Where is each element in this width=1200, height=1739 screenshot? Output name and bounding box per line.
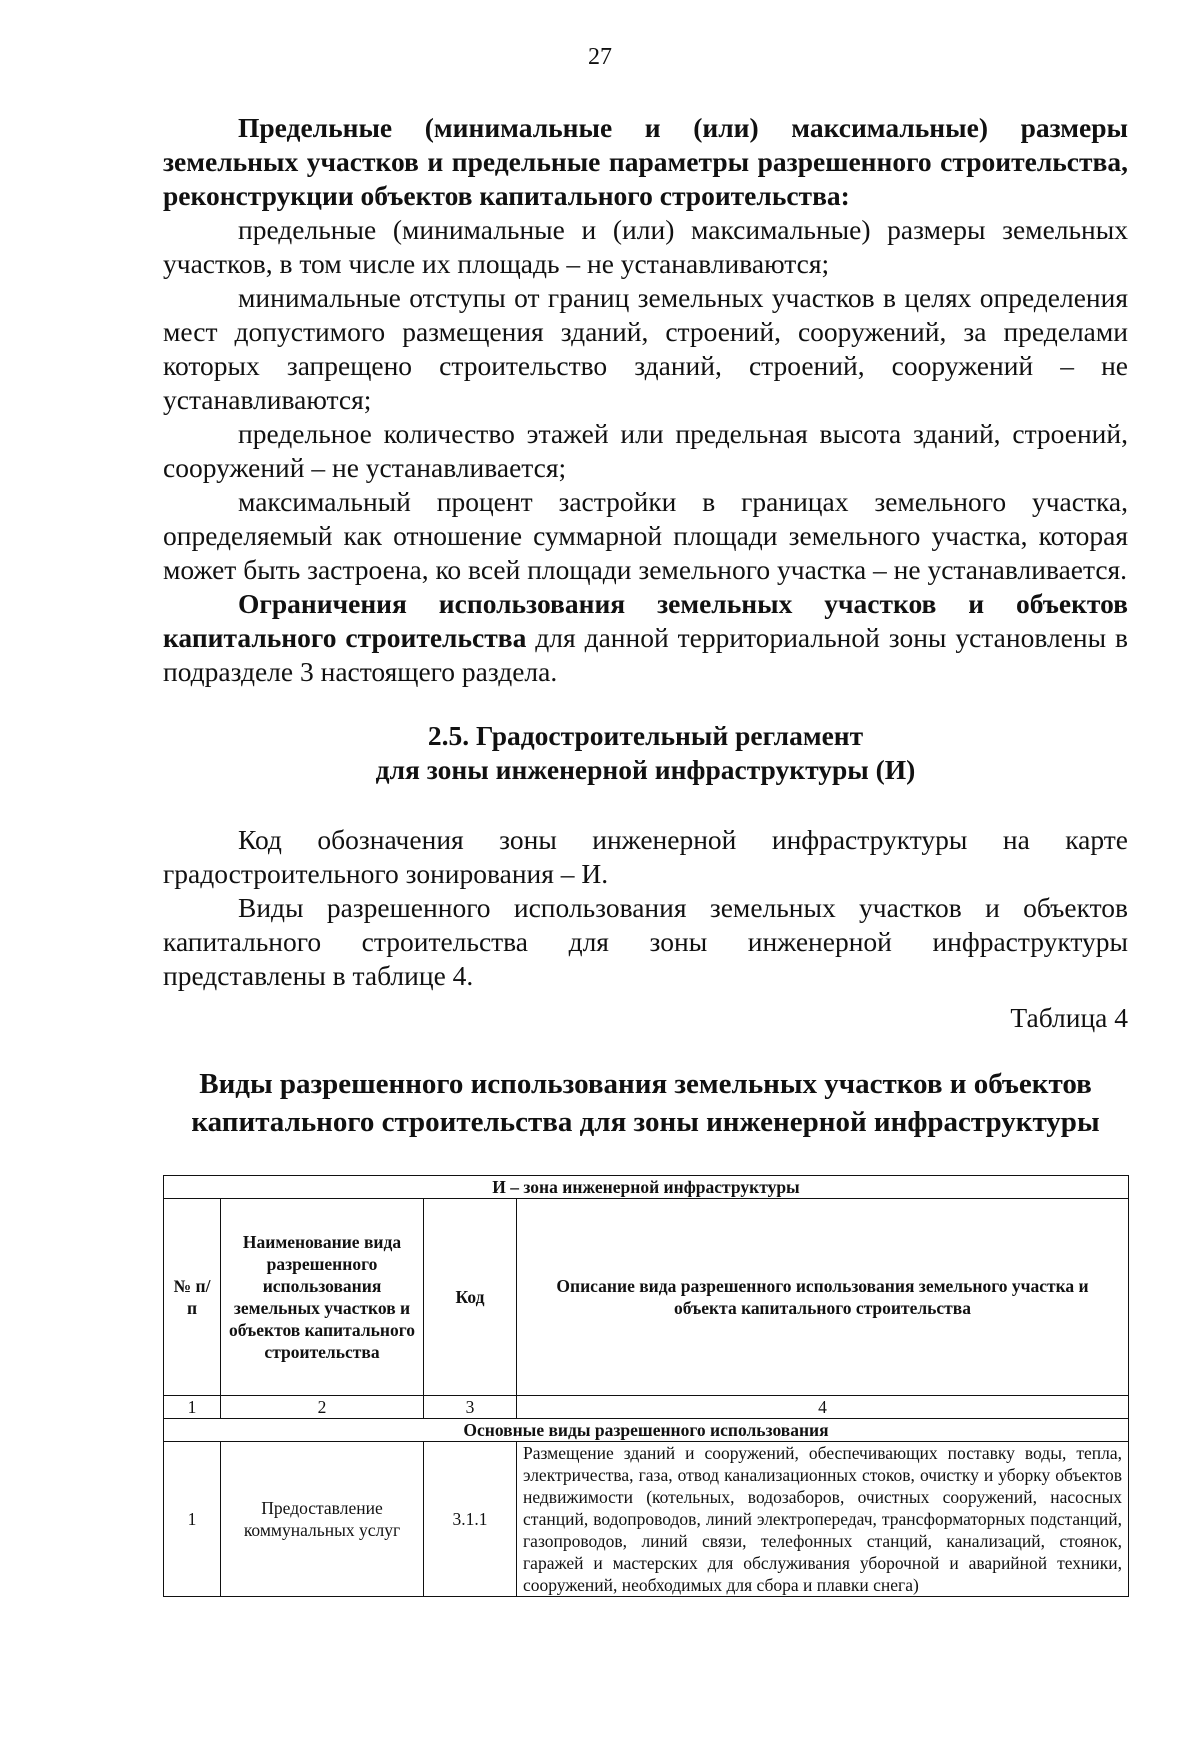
row-description: Размещение зданий и сооружений, обеспечивающих поставку воды, тепла, электричества, газа, отвод канализационных стоков, очистку и уборку объектов недвижимости (котельных, водозаборов, очистных сооружений, насосных станций, водопроводов, линий электропередач, трансформаторных подстанций, газопроводов, линий связи, телефонных станций, канализаций, стоянок, гаражей и мастерских для обслуживания уборочной и аварийной техники, сооружений, необходимых для сбора и плавки снега)	[517, 1442, 1129, 1597]
column-number-row	[164, 1396, 1129, 1419]
params-item: минимальные отступы от границ земельных участков в целях определения мест допустимого размещения зданий, строений, сооружений, за пределами которых запрещено строительство зданий, строений, сооружений – не устанавливаются;	[163, 282, 1128, 415]
section-heading-line1: 2.5. Градостроительный регламент	[427, 720, 864, 751]
table-title-line2: капитального строительства для зоны инженерной инфраструктуры	[191, 1106, 1100, 1138]
section-heading	[163, 719, 1128, 787]
table-title	[163, 1065, 1128, 1141]
column-number: 3	[424, 1396, 517, 1419]
column-header-name: Наименование вида разрешенного использования земельных участков и объектов капитального строительства	[221, 1199, 424, 1396]
restriction-bold-text: Ограничения использования земельных участков и объектов капитального строительства	[163, 588, 1128, 653]
table-title-line1: Виды разрешенного использования земельных участков и объектов	[199, 1068, 1092, 1100]
zone-header-cell: И – зона инженерной инфраструктуры	[164, 1176, 1129, 1199]
params-item: максимальный процент застройки в границах земельного участка, определяемый как отношение суммарной площади земельного участка, которая может быть застроена, ко всей площади земельного участка – не устанавливается.	[163, 486, 1128, 585]
column-number: 2	[221, 1396, 424, 1419]
column-number: 1	[164, 1396, 221, 1419]
group-header-row	[164, 1419, 1129, 1442]
column-header-row	[164, 1199, 1129, 1396]
row-use-name: Предоставление коммунальных услуг	[221, 1442, 424, 1597]
zone-code-paragraph: Код обозначения зоны инженерной инфраструктуры на карте градостроительного зонирования – И.	[163, 824, 1128, 889]
column-header-number: № п/п	[164, 1199, 221, 1396]
page-content	[163, 111, 1128, 1141]
row-code: 3.1.1	[424, 1442, 517, 1597]
table-row	[164, 1442, 1129, 1597]
permitted-uses-table	[163, 1175, 1129, 1597]
restriction-paragraph	[163, 587, 1128, 689]
table-label: Таблица 4	[1010, 1002, 1128, 1033]
column-header-description: Описание вида разрешенного использования земельного участка и объекта капитального строительства	[517, 1199, 1129, 1396]
column-header-code: Код	[424, 1199, 517, 1396]
page-number: 27	[588, 44, 612, 70]
column-number: 4	[517, 1396, 1129, 1419]
section-heading-line2: для зоны инженерной инфраструктуры (И)	[375, 754, 916, 785]
row-number: 1	[164, 1442, 221, 1597]
params-heading: Предельные (минимальные и (или) максимальные) размеры земельных участков и предельные параметры разрешенного строительства, реконструкции объектов капитального строительства:	[163, 112, 1128, 211]
table-reference-paragraph: Виды разрешенного использования земельных участков и объектов капитального строительства для зоны инженерной инфраструктуры представлены в таблице 4.	[163, 892, 1128, 991]
params-item: предельные (минимальные и (или) максимальные) размеры земельных участков, в том числе их площадь – не устанавливаются;	[163, 214, 1128, 279]
params-item: предельное количество этажей или предельная высота зданий, строений, сооружений – не устанавливается;	[163, 418, 1128, 483]
zone-header-row	[164, 1176, 1129, 1199]
group-header-cell: Основные виды разрешенного использования	[164, 1419, 1129, 1442]
restriction-text: для данной территориальной зоны установлены в подразделе 3 настоящего раздела.	[163, 622, 1128, 687]
